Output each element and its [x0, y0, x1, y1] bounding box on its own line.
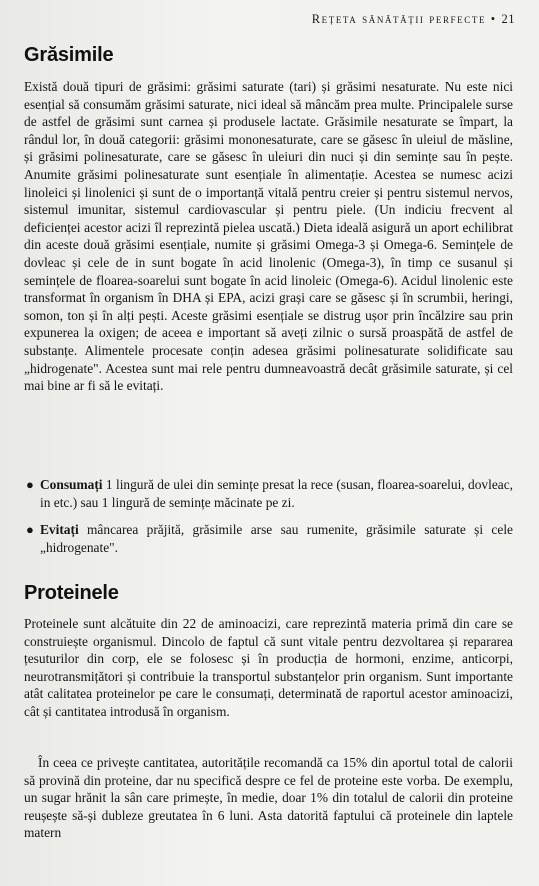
running-header	[312, 12, 515, 27]
bullet-text: mâncarea prăjită, grăsimile arse sau rumenite, grăsimile saturate și cele „hidrogenate".	[40, 522, 513, 555]
bullet-lead: Consumați	[40, 477, 103, 492]
page-number: 21	[501, 12, 515, 26]
recommendation-list	[24, 476, 513, 566]
list-item	[24, 476, 513, 511]
bullet-icon: ●	[26, 477, 34, 492]
paragraph-proteinele-1: Proteinele sunt alcătuite din 22 de aminoacizi, care reprezintă materia primă din care se construiește organismul. Dincolo de faptul că sunt vitale pentru dezvoltarea și repararea țesuturilor din corp, ele se folosesc și în producția de hormoni, enzime, anticorpi, neurotransmițători și contribuie la transportul substanțelor prin organism. Sunt importante atât calitatea proteinelor pe care le consumați, determinată de raportul acestor aminoacizi, cât și cantitatea introdusă în organism.	[24, 616, 513, 719]
bullet-icon: ●	[26, 522, 34, 538]
bullet-lead: Evitați	[40, 522, 79, 538]
section-heading-grasimi: Grăsimile	[24, 44, 114, 66]
paragraph-grasimi: Există două tipuri de grăsimi: grăsimi saturate (tari) și grăsimi nesaturate. Nu este nici esențial să consumăm grăsimi saturate, nici ideal să mâncăm prea multe. Principalele surse de astfel de grăsimi sunt carnea și produsele lactate. Grăsimile nesaturate se împart, la rândul lor, în două categorii: grăsimi mononesaturate, care se găsesc în uleiul de măsline, și grăsimi polinesaturate, care se găsesc în uleiuri din nuci și din semințe sau în pește. Anumite grăsimi polinesaturate sunt esențiale în alimentație. Acestea se numesc acizi linoleici și linolenici și sunt de o importanță vitală pentru creier și pentru sistemul nervos, sistemul imunitar, sistemul cardiovascular și pentru piele. (Un indiciu frecvent al deficienței acestor acizi îl reprezintă pielea uscată.) Dieta ideală asigură un aport echilibrat din aceste două grăsimi esențiale, numite și grăsimi Omega-3 și Omega-6. Semințele de dovleac și cele de in sunt bogate în acid linolenic (Omega-3), în timp ce susanul și semințele de floarea-soarelui sunt bogate în acid linoleic (Omega-6). Acidul linolenic este transformat în organism în DHA și EPA, acizi grași care se găsesc și în scrumbii, heringi, somon, ton și în alți pești. Aceste grăsimi esențiale se distrug ușor prin încălzire sau prin expunerea la oxigen; de aceea e important să aveți zilnic o sursă proaspătă de astfel de substanțe. Alimentele procesate conțin adesea grăsimi polinesaturate solidificate sau „hidrogenate". Acestea sunt mai rele pentru dumneavoastră decât grăsimile saturate, și cel mai bine ar fi să le evitați.	[24, 79, 513, 394]
paragraph-proteinele-2: În ceea ce privește cantitatea, autoritățile recomandă ca 15% din aportul total de calorii să provină din proteine, dar nu specifică despre ce fel de proteine este vorba. De exemplu, un sugar hrănit la sân care primește, în medie, doar 1% din totalul de calorii din proteine reușește să-și dubleze greutatea în 6 luni. Asta datorită faptului că proteinele din laptele matern	[24, 755, 513, 841]
section-heading-proteinele: Proteinele	[24, 582, 119, 604]
running-title: Rețeta sănătății perfecte •	[311, 12, 497, 26]
list-item	[24, 521, 513, 556]
bullet-text: 1 lingură de ulei din semințe presat la rece (susan, floarea-soarelui, dovleac, in etc.) sau 1 lingură de semințe măcinate pe zi.	[40, 477, 513, 510]
